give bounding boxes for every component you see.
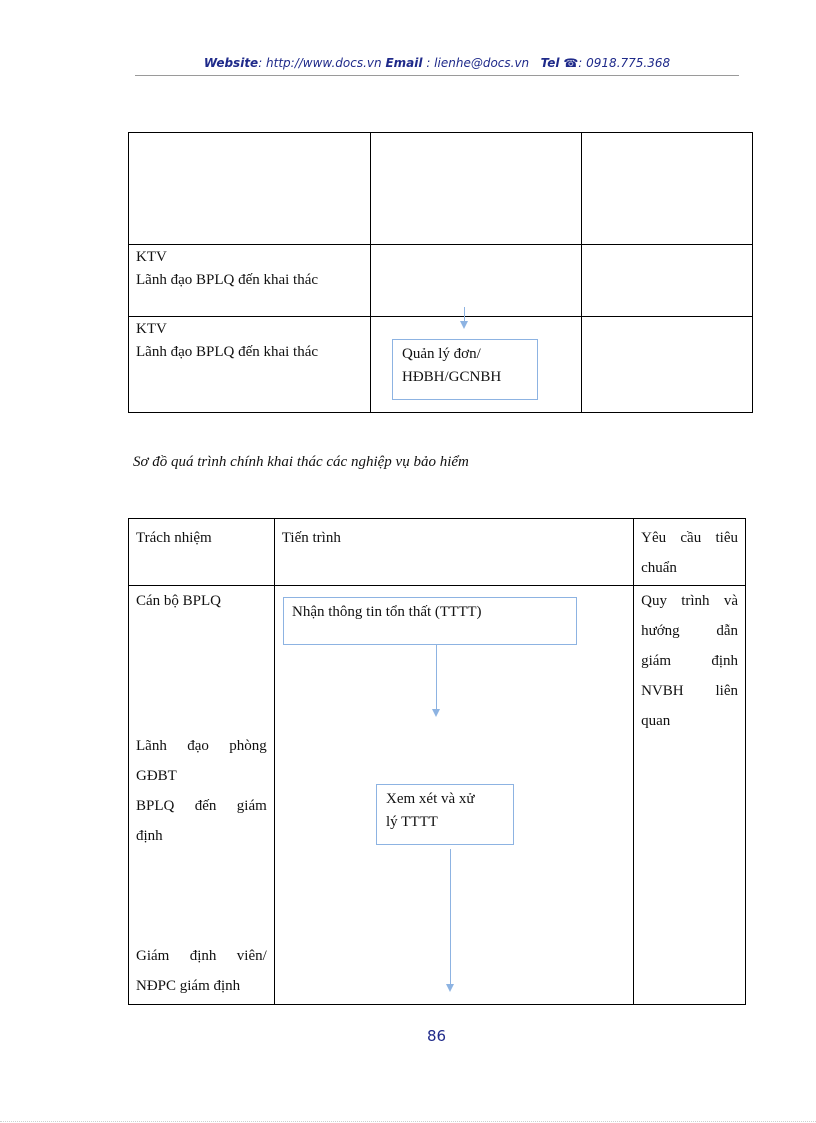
responsibility-line: Lãnh đạo BPLQ đến khai thác — [136, 344, 319, 360]
header-requirement: Yêu cầu tiêu — [641, 530, 738, 546]
page-number: 86 — [426, 1027, 447, 1045]
table-header-row — [129, 519, 746, 586]
email-label: Email — [385, 56, 423, 70]
arrow-down-icon — [460, 321, 468, 329]
responsibility-item: Giám định viên/ — [136, 948, 267, 964]
header-responsibility: Trách nhiệm — [136, 530, 212, 546]
tel-label: Tel — [540, 56, 560, 70]
responsibility-line: KTV — [136, 321, 167, 337]
phone-icon: ☎ — [563, 56, 579, 70]
responsibility-line: KTV — [136, 249, 167, 265]
tel-value: : 0918.775.368 — [578, 56, 671, 70]
flow-connector — [436, 645, 437, 709]
email-value: : lienhe@docs.vn — [426, 56, 530, 70]
flow-connector — [464, 307, 465, 321]
responsibility-item: định — [136, 828, 163, 844]
claims-process-table — [128, 518, 746, 1005]
flow-box-receive-loss-info: Nhận thông tin tổn thất (TTTT) — [283, 597, 577, 645]
arrow-down-icon — [446, 984, 454, 992]
responsibility-item: GĐBT — [136, 768, 177, 784]
responsibility-item: NĐPC giám định — [136, 978, 241, 994]
flow-connector — [450, 849, 451, 984]
header-requirement: chuẩn — [641, 560, 677, 576]
responsibility-item: BPLQ đến giám — [136, 798, 267, 814]
footer-divider — [0, 1121, 816, 1122]
responsibility-line: Lãnh đạo BPLQ đến khai thác — [136, 272, 319, 288]
responsibility-item: Cán bộ BPLQ — [136, 593, 222, 609]
table-row — [129, 245, 753, 317]
website-value: : http://www.docs.vn — [258, 56, 382, 70]
requirement-text: Quy trình và hướng dẫn giám định NVBH liên quan — [641, 593, 738, 729]
flow-box-manage-policy: Quản lý đơn/ HĐBH/GCNBH — [392, 339, 538, 400]
arrow-down-icon — [432, 709, 440, 717]
flow-box-review-loss-info: Xem xét và xử lý TTTT — [376, 784, 514, 845]
responsibility-item: Lãnh đạo phòng — [136, 738, 267, 754]
website-label: Website — [203, 56, 259, 70]
table-row — [129, 133, 753, 245]
header-process: Tiến trình — [281, 530, 341, 546]
header-divider — [135, 75, 739, 76]
diagram-caption: Sơ đồ quá trình chính khai thác các nghiệp vụ bảo hiểm — [133, 454, 469, 470]
page-header — [135, 56, 739, 70]
